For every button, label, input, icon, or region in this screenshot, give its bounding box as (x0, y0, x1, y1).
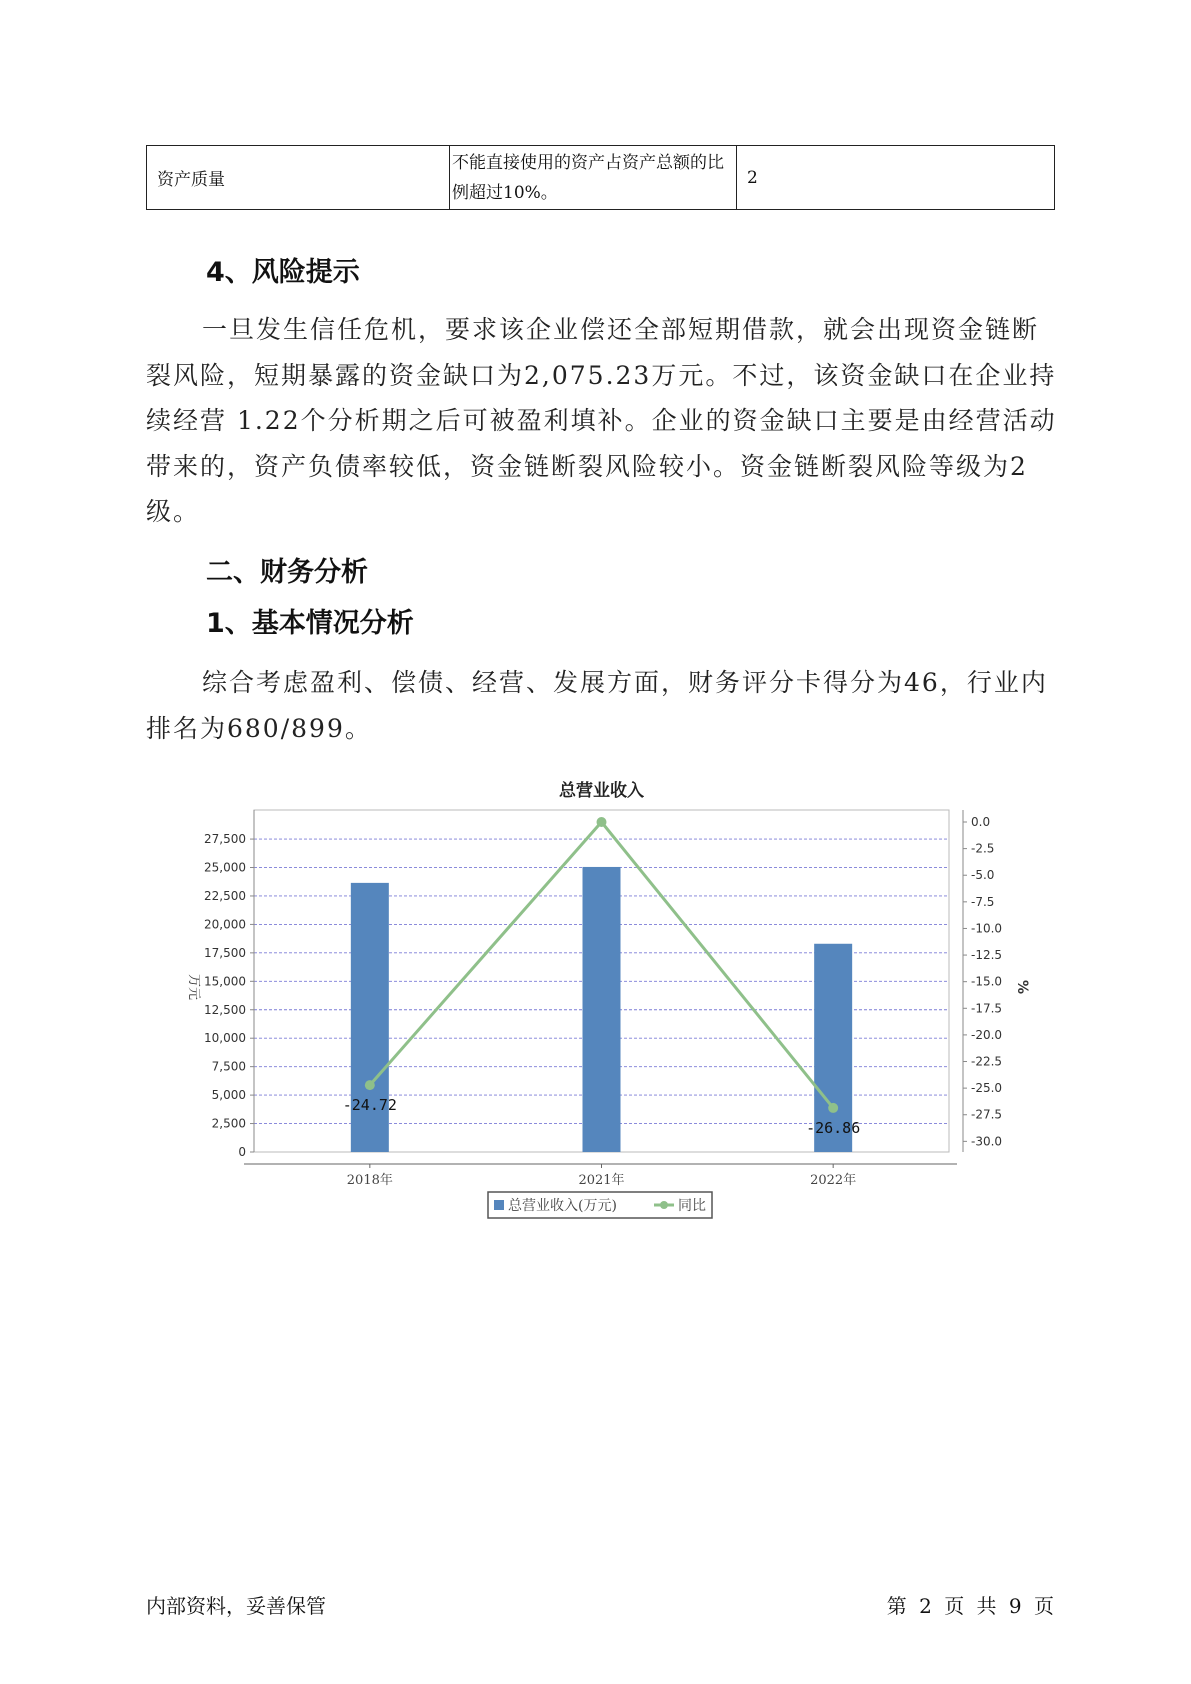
footer-page-number: 第 2 页 共 9 页 (886, 1594, 1054, 1618)
y2-axis-title: % (1014, 979, 1030, 995)
paragraph-risk (146, 307, 1058, 535)
table-cell-item: 资产质量 (147, 146, 450, 210)
y2-tick-label: -22.5 (971, 1054, 1003, 1069)
y-tick-label: 27,500 (204, 832, 246, 847)
y-tick-label: 15,000 (204, 974, 246, 989)
heading-finance: 二、财务分析 (206, 557, 368, 588)
y2-tick-label: -2.5 (971, 841, 995, 856)
data-label: -26.86 (806, 1118, 861, 1137)
legend-bar-swatch (494, 1200, 504, 1210)
y-tick-label: 22,500 (204, 888, 246, 903)
heading-risk: 4、风险提示 (206, 257, 360, 288)
legend-line-marker (660, 1201, 668, 1209)
y2-tick-label: -5.0 (971, 868, 995, 883)
bar (583, 867, 621, 1152)
legend-line-label: 同比 (678, 1198, 706, 1214)
y-tick-label: 12,500 (204, 1002, 246, 1017)
paragraph-risk-text: 一旦发生信任危机，要求该企业偿还全部短期借款，就会出现资金链断裂风险，短期暴露的资金缺口为2,075.23万元。不过，该资金缺口在企业持续经营 1.22个分析期之后可被盈利填补。企业的资金缺口主要是由经营活动带来的，资产负债率较低，资金链断裂风险较小。资金链断裂风险等级为2级。 (146, 315, 1057, 526)
y2-tick-label: 0.0 (971, 815, 991, 829)
y-tick-label: 7,500 (211, 1059, 246, 1074)
y2-tick-label: -10.0 (971, 921, 1003, 936)
y-tick-label: 25,000 (204, 860, 246, 875)
x-tick-label: 2022年 (810, 1173, 857, 1188)
yoy-point (597, 817, 607, 827)
paragraph-basic-text: 综合考虑盈利、偿债、经营、发展方面，财务评分卡得分为46，行业内排名为680/899。 (146, 668, 1048, 743)
revenue-chart (176, 772, 1030, 1232)
y-tick-label: 17,500 (204, 945, 246, 960)
y-tick-label: 20,000 (204, 917, 246, 932)
table-row (147, 146, 1055, 210)
footer-confidential: 内部资料，妥善保管 (146, 1594, 326, 1618)
table-cell-condition: 不能直接使用的资产占资产总额的比例超过10%。 (450, 146, 737, 210)
data-label: -24.72 (342, 1096, 397, 1115)
y2-tick-label: -12.5 (971, 948, 1003, 963)
yoy-point (365, 1080, 375, 1090)
chart-title: 总营业收入 (559, 781, 644, 801)
y2-tick-label: -27.5 (971, 1107, 1003, 1122)
y-tick-label: 2,500 (211, 1116, 246, 1131)
risk-table (146, 145, 1055, 210)
y-tick-label: 10,000 (204, 1031, 246, 1046)
y2-tick-label: -15.0 (971, 974, 1003, 989)
y2-tick-label: -25.0 (971, 1081, 1003, 1096)
x-tick-label: 2021年 (578, 1173, 625, 1188)
paragraph-basic (146, 660, 1058, 751)
y2-tick-label: -20.0 (971, 1027, 1003, 1042)
y-tick-label: 5,000 (211, 1088, 246, 1103)
x-tick-label: 2018年 (346, 1173, 393, 1188)
table-cell-level: 2 (737, 146, 1055, 210)
y2-tick-label: -7.5 (971, 894, 995, 909)
yoy-point (828, 1103, 838, 1113)
y-tick-label: 0 (238, 1145, 246, 1159)
revenue-chart-svg (176, 772, 1030, 1232)
y-axis-title: 万元 (186, 973, 201, 1001)
y2-tick-label: -30.0 (971, 1134, 1003, 1149)
legend-bar-label: 总营业收入(万元) (508, 1198, 617, 1214)
heading-basic: 1、基本情况分析 (206, 608, 414, 639)
y2-tick-label: -17.5 (971, 1001, 1003, 1016)
